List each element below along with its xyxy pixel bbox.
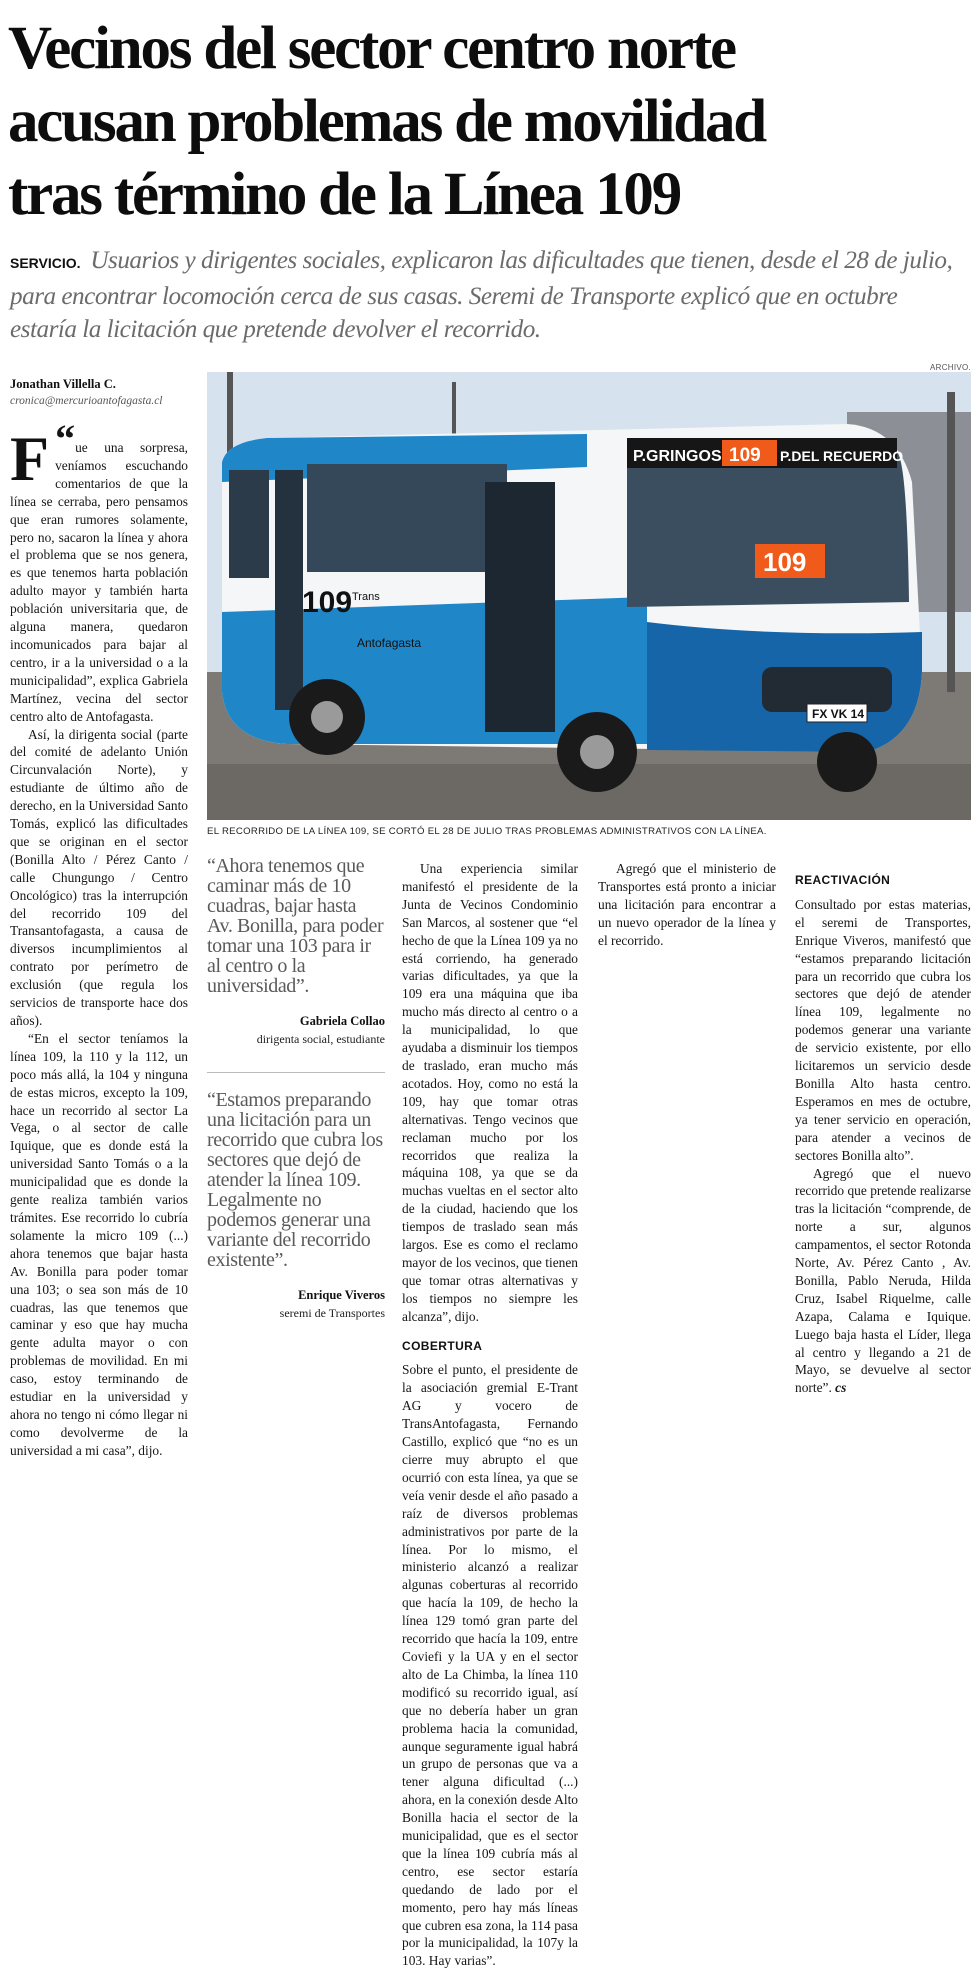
- door: [275, 470, 303, 710]
- hubcap: [580, 735, 614, 769]
- side-brand-top: Trans: [352, 591, 380, 603]
- headline: [8, 12, 968, 231]
- divider: [207, 1072, 385, 1073]
- end-mark: cs: [835, 1380, 847, 1396]
- window: [229, 470, 269, 578]
- side-brand-bottom: Antofagasta: [357, 636, 422, 650]
- window: [307, 464, 507, 572]
- article-column-4: [598, 860, 776, 950]
- pull-quote-text: “Estamos preparando una licitación para un recorrido que cubra los sectores que dejó de atender la línea 109. Legalmente no podemos generar una variante del recorrido existente”.: [207, 1089, 383, 1271]
- article-column-3: [402, 860, 578, 1970]
- bus-illustration: [207, 372, 971, 820]
- subhead-cobertura: COBERTURA: [402, 1338, 483, 1353]
- pull-quote-text: “Ahora tenemos que caminar más de 10 cuadras, bajar hasta Av. Bonilla, para poder tomar una 103 para ir al centro o la universidad”.: [207, 855, 384, 997]
- paragraph: [795, 1165, 971, 1398]
- side-number-text: 109: [302, 586, 353, 619]
- sign-number-text: 109: [729, 445, 761, 466]
- drop-quote-mark: “: [55, 416, 76, 461]
- article-column-1: [10, 416, 188, 1460]
- author-name: Jonathan Villella C.: [10, 377, 116, 391]
- paragraph-text: ue una sorpresa, veníamos escuchando comentarios de que la línea se cerraba, pero pensamos que eran rumores solamente, pero no, sacaron la línea y ahora el problema que se nos genera, es que tenemos harta población adulto mayor y también harta población universitaria que, de alguna manera, quedaron incomunicados para bajar al centro, ir a la universidad o a la municipalidad”, explica Gabriela Martínez, vecina del sector centro alto de Antofagasta.: [10, 440, 188, 724]
- hubcap: [311, 701, 343, 733]
- pole: [947, 392, 955, 692]
- license-plate-text: FX VK 14: [812, 707, 865, 721]
- paragraph: Consultado por estas materias, el seremi de Transportes, Enrique Viveros, manifestó que “estamos preparando licitación para un recorrido que cubra los sectores que dejó de atender línea 109, legalmente no podemos generar una variante de servicio existente, por ello licitaremos un servicio desde Bonilla Alto hasta centro. Esperamos en mes de octubre, ya tener servicio en operación, para atender a vecinos de sectores Bonilla alto”.: [795, 896, 971, 1163]
- headline-line: acusan problemas de movilidad: [8, 88, 766, 155]
- author-email: cronica@mercurioantofagasta.cl: [10, 395, 163, 407]
- paragraph: [10, 416, 188, 726]
- sign-right-text: P.DEL RECUERDO: [780, 448, 904, 464]
- paragraph-text: Agregó que el nuevo recorrido que pretende realizarse tras la licitación “comprende, de norte a sur, algunos campamentos, el sector Rotonda Norte, Av. Pérez Canto , Av. Bonilla, Pablo Neruda, Hilda Cruz, Isabel Riquelme, calle Azapa, Calama e Iquique. Luego baja hasta el Líder, llega al centro y llegando a 21 de Mayo, se devuelve al sector norte”.: [795, 1165, 971, 1396]
- paragraph: Agregó que el ministerio de Transportes está pronto a iniciar una licitación para encontrar a un nuevo operador de la línea y el recorrido.: [598, 861, 776, 948]
- byline: [10, 377, 200, 407]
- sign-left-text: P.GRINGOS: [633, 448, 722, 465]
- photo-credit: ARCHIVO.: [930, 363, 972, 372]
- article-column-5: [795, 860, 971, 1397]
- bus-photo: [207, 372, 971, 820]
- pull-quote: [207, 856, 385, 1047]
- pull-quote-name: Gabriela Collao: [299, 1014, 385, 1028]
- windshield-number-text: 109: [763, 547, 807, 577]
- deck-text: Usuarios y dirigentes sociales, explicaron las dificultades que tienen, desde el 28 de julio, para encontrar locomoción cerca de sus casas. Seremi de Transporte explicó que en octubre estaría la licitación que pretende devolver el recorrido.: [10, 247, 953, 343]
- paragraph: Así, la dirigenta social (parte del comité de adelanto Unión Circunvalación Norte), y estudiante de último año de derecho, en la Universidad Santo Tomás, explicó las dificultades que se originan en el sector (Bonilla Alto / Pérez Canto / calle Chungungo / Centro Oncológico) tras la interrupción del recorrido 109 del Transantofagasta, a causa de diversos incumplimientos al contrato por perímetro de exclusión (que regula los servicios de transporte hace dos años).: [10, 726, 188, 1028]
- deck-kicker: SERVICIO.: [10, 255, 81, 271]
- drop-cap: F: [10, 423, 50, 494]
- photo-caption: EL RECORRIDO DE LA LÍNEA 109, SE CORTÓ EL 28 DE JULIO TRAS PROBLEMAS ADMINISTRATIVOS CON LA LÍNEA.: [207, 826, 767, 837]
- paragraph: Sobre el punto, el presidente de la asociación gremial E-Trant AG y vocero de TransAntofagasta, Fernando Castillo, explicó que “no es un cierre muy abrupto el que ocurrió con esta línea, ya que se veía venir desde el año pasado a raíz de diversos problemas administrativos por parte de la línea. Por lo mismo, el ministerio alcanzó a realizar algunas coberturas al recorrido que hacía la 109, de hecho la línea 129 tomó gran parte del recorrido que hacía la 109, entre Coviefi y la UA y en el sector alto de La Chimba, la línea 110 modificó su recorrido igual, así que no debería haber un gran problema hacia la comunidad, aunque seguramente igual habrá un grupo de personas que va a tener alguna dificultad (...) ahora, en la conexión desde Alto Bonilla hacia el sector de la municipalidad, que es el sector que la línea 109 cubría más al centro, ese sector estaría quedando de lado por el momento, pero hay más líneas que cubren esa zona, la 114 pasa por la municipalidad, la 107y la 103. Hay varias”.: [402, 1362, 578, 1969]
- wheel: [817, 732, 877, 792]
- headline-line: tras término de la Línea 109: [8, 161, 681, 228]
- deck: [10, 244, 968, 346]
- subhead-reactivacion: REACTIVACIÓN: [795, 873, 891, 887]
- pull-quote: [207, 1090, 385, 1321]
- door: [485, 482, 555, 732]
- paragraph: Una experiencia similar manifestó el presidente de la Junta de Vecinos Condominio San Marcos, al sostener que “el hecho de que la Línea 109 ya no está corriendo, ha generado varias dificultades, ya que la 109 era una máquina que iba mucho más directo al centro o a la municipalidad, lo que ayudaba a disminuir los tiempos de traslado, eran mucho más acotados. Hoy, como no está la 109, hay que tomar otras alternativas. Tengo vecinos que reclaman mucho por los recorridos que realiza la máquina 108, ya que se da muchas vueltas en el sector alto de la ciudad, haciendo que los tiempos de traslado sean más largos. Ese es como el reclamo mayor de los vecinos, que tienen que tomar otras alternativas y los tiempos no siempre les alcanza”, dijo.: [402, 861, 578, 1324]
- pole: [452, 382, 456, 442]
- headline-line: Vecinos del sector centro norte: [8, 15, 735, 82]
- paragraph: “En el sector teníamos la línea 109, la 110 y la 112, un poco más allá, la 104 y ninguna de estas micros, excepto la 109, hace un recorrido al sector La Vega, o al sector de calle Iquique, que es donde está la universidad Santo Tomás o a la municipalidad que es donde la gente realiza también varios trámites. Ese recorrido lo cubría solamente la micro 109 (...) ahora tenemos que bajar hasta Av. Bonilla para poder tomar una 103; o sea son más de 10 cuadras, las que tenemos que caminar y eso que hay mucha gente adulta mayor o con problemas de movilidad. En mi caso, estoy terminando de estudiar en la universidad y ahora no tengo ni cómo llegar ni como devolverme de la universidad a mi casa”, dijo.: [10, 1030, 188, 1458]
- pull-quote-role: dirigenta social, estudiante: [256, 1032, 385, 1046]
- pull-quote-name: Enrique Viveros: [298, 1288, 385, 1302]
- pull-quote-role: seremi de Transportes: [279, 1306, 385, 1320]
